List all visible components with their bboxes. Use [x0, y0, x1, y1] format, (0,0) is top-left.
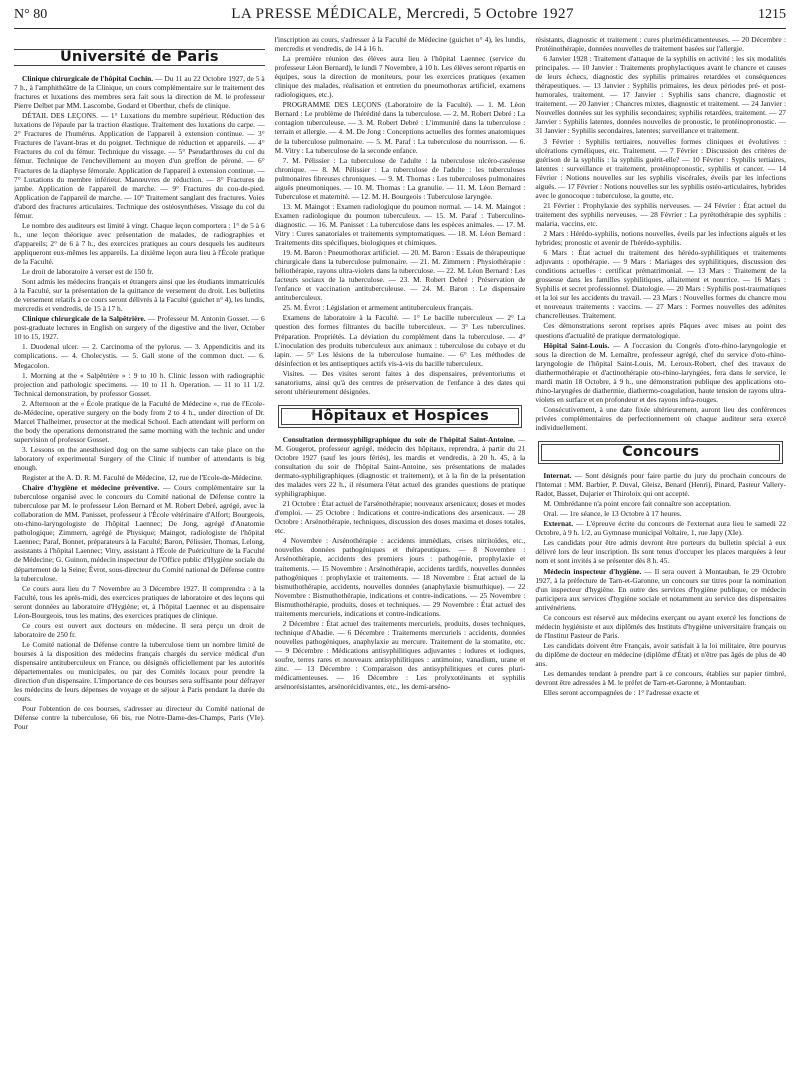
- issue-number: N° 80: [14, 7, 48, 22]
- section-title-concours: Concours: [541, 444, 780, 461]
- paragraph: Les candidats doivent être Français, avoir satisfait à la loi militaire, être pourvus du diplôme de docteur en médecine (diplôme d'État) et n'être pas âgés de plus de 40 ans.: [535, 640, 786, 668]
- page-number: 1215: [757, 7, 786, 22]
- paragraph: Elles seront accompagnées de : 1° l'adresse exacte et: [543, 688, 700, 698]
- paragraph: Le nombre des auditeurs est limité à vingt. Chaque leçon comportera : 1° de 5 à 6 h., une leçon théorique avec présentation de malades, de radiographies et d'appareils; 2° de 6 à 7 h., des exercices pratiques au cours desquels les auditeurs appliqueront eux-mêmes les appareils. La dixième leçon aura lieu à l'École pratique de la Faculté.: [14, 220, 265, 266]
- subsection-title: Clinique chirurgicale de l'hôpital Cochin.: [22, 74, 154, 84]
- paragraph: résistants, diagnostic et traitement : cures plurimédicamenteuses. — 20 Décembre : Protéinothérapie, données nouvelles de traitement basées sur l'allergie.: [535, 35, 786, 54]
- paragraph: 6 Mars : État actuel du traitement des hérédo-syphilitiques et traitements adjuvants : opothérapie. — 9 Mars : Mariages des syphilitiques, discussion des conditions actuelles : certificat prématrimonial. — 13 Mars : Traitement de la grossesse dans les familles syphilitiques, allaitement et nourrice. — 16 Mars : Syphilis et secret professionnel. Diatologie. — 20 Mars : Syphilis post-traumatiques et la loi sur les accidents du travail. — 23 Mars : Nouvelles formes du chancre mou et nouveaux traitements : vaccins. — 27 Mars : Formes nouvelles des adénites chancrelleuses. Traitement.: [535, 248, 786, 321]
- paragraph: 19. M. Baron : Pneumothorax artificiel. — 20. M. Baron : Essais de thérapeutique chirurgicale dans la tuberculose pulmonaire. — 21. M. Zimmern : Physiothérapie : héliothérapie, rayons ultra-violets dans la tuberculose. — 22. M. Léon Bernard : Les facteurs sociaux de la tuberculose. — 23. M. Robert Debré : Préservation de l'enfance et vaccination antituberculeuse. — 24. M. Baron : Le dispensaire antituberculeux.: [274, 248, 526, 303]
- paragraph: Le Comité national de Défense contre la tuberculose tient un nombre limité de bourses à la disposition des médecins français chargés du service médical d'un dispensaire antituberculeux en France, ou désignés officiellement par les autorités départementales ou municipales, ou par des Comités locaux pour prendre la direction d'un dispensaire. L'importance de ces bourses sera suffisante pour défrayer les médecins de leurs dépenses de voyage et de séjour à Paris pendant la durée du cours.: [14, 639, 265, 704]
- column-3: [535, 35, 786, 1079]
- paragraph-text: — M. Gougerot, professeur agrégé, médecin des hôpitaux, reprendra, à partir du 21 Octobre 1927 (sauf les jours fériés), les mardis et vendredis, à 20 h. 45, à la consultation du soir de l'hôpital Saint-Antoine, ses présentations de malades dermato-syphiligraphiques (diagnostic et traitement), et à la fin de la présentation des malades vers 22 h., il résumera l'état actuel des grandes questions de pratique syphiligraphique.: [274, 434, 526, 499]
- paragraph: 21 Février : Prophylaxie des syphilis nerveuses. — 24 Février : État actuel du traitement des syphilis nerveuses. — 28 Février : La pyrétothérapie des syphilis : malaria, vaccins, etc.: [535, 200, 786, 228]
- paragraph: 1. Duodenal ulcer. — 2. Carcinoma of the pylorus. — 3. Appendicitis and its complications. — 4. Cholecystis. — 5. Gall stone of the common duct. — 6. Megacolon.: [14, 342, 265, 370]
- paragraph: 4 Novembre : Arsénothérapie : accidents immédiats, crises nitritoïdes, etc., nouvelles données pathogéniques et thérapeutiques. — 8 Novembre : Arsénothérapie, accidents des premiers jours : pathogénie, prophylaxie et traitements. — 15 Novembre : Arsénothérapie, accidents tardifs, nouvelles données pathogéniques : prophylaxie et traitements. — 18 Novembre : État actuel de la bismuthothérapie, accidents, nouvelles données (anaphylaxie bismuthique). — 22 Novembre : Bismuthothérapie, indications et contre-indications. — 25 Novembre : Bismuthothérapie, produits, doses et techniques. — 29 Novembre : État actuel des traitements mercuriels, indications et contre-indications.: [274, 536, 526, 618]
- paragraph: Ce cours aura lieu du 7 Novembre au 3 Décembre 1927. Il comprendra : à la Faculté, tous les après-midi, des exercices pratiques de laboratoire et des leçons qui seront données au laboratoire d'Hygiène; et, à l'hôpital Laennec et au dispensaire Léon-Bourgeois, tous les matins, des exercices pratiques de clinique.: [14, 583, 265, 620]
- paragraph: [14, 74, 265, 110]
- paragraph: 2 Décembre : État actuel des traitements mercuriels, produits, doses techniques, technique d'Abadie. — 6 Décembre : Traitements mercuriels : accidents, données nouvelles pathogéniques, anaphylaxie au mercure. Traitement de la stomatite, etc. — 9 Décembre : Médications antisyphilitiques adjuvantes : iodures et iodiques, soufre, terres rares et nouveaux antisyphilitiques : antimoine, vanadium, urane et zinc. — 13 Décembre : Comparaison des antisyphilitiques et cures pluri-médicamenteuses. — 16 Décembre : Les prolyxotéinants et syphilis arsénorésistantes, arsénorécidivantes, etc., les demi-arséno-: [274, 618, 526, 692]
- paragraph: Consécutivement, à une date fixée ultérieurement, auront lieu des conférences privées complémentaires de perfectionnement où chaque auditeur sera exercé individuellement.: [535, 404, 786, 432]
- subsection-title: Hôpital Saint-Louis.: [543, 340, 610, 350]
- paragraph: Les demandes tendant à prendre part à ce concours, établies sur papier timbré, devront être adressées à M. le préfet de Tarn-et-Garonne, à Montauban.: [535, 669, 786, 688]
- paragraph: 13. M. Maingot : Examen radiologique du poumon normal. — 14. M. Maingot : Examen radiologique du poumon tuberculeux. — 15. M. Paraf : Tuberculino-diagnostic. — 16. M. Panisset : La tuberculose dans les espèces animales. — 17. M. Vitry : Cures sanatoriales et traitements symptomatiques. — 18. M. Léon Bernard : Traitements dits spécifiques, biologiques et chimiques.: [274, 201, 526, 248]
- columns: [14, 35, 786, 1079]
- subsection-title: Internat.: [543, 471, 572, 481]
- paragraph: 2. Afternoon at the « École pratique de la Faculté de Médecine », rue de l'Ecole-de-Médecine, operative surgery on the body from 2 to 4 h., under direction of Dr. Marcel Thalheimer, prosector at the medical School. Each attendant will perform on the body the operations demonstrated the same morning with the technic and under supervision of professor Gosset.: [14, 398, 265, 444]
- paragraph-text: — L'épreuve écrite du concours de l'externat aura lieu le samedi 22 Octobre, à 9 h. 1/2, au Gymnase municipal Voltaire, 1, rue Japy (XIe).: [535, 519, 786, 538]
- subsection-title: Chaire d'hygiène et médecine préventive.: [22, 483, 160, 493]
- paragraph: 3 Février : Syphilis tertiaires, nouvelles formes cliniques et évolutives : ulcérations cyméliques, etc. Traitement. — 7 Février : Discussion des critères de guérison de la syphilis : la syphilis guérit-elle? — 10 Février : Syphilis tertiaires, latentes : surveillance et traitement, protéinopronostic, syphilis et cancer. — 14 Février : Notions nouvelles sur les syphilis viscérales, éveils par les infections aiguës. — 17 Février : Notions nouvelles sur les syphilis ostéo-articulaires, hybrides avec le gonocoque : tuberculose, la goutte, etc.: [535, 136, 786, 200]
- paragraph-text: — Professeur M. Antonin Gosset. — 6 post-graduate lectures in English on surgery of the digestive and the liver, October 10 to 15, 1927.: [14, 314, 265, 342]
- paragraph: M. Ombrédanne n'a point encore fait connaître son acceptation.: [543, 499, 732, 509]
- paragraph: 25. M. Évrot : Législation et armement antituberculeux français.: [282, 303, 473, 313]
- page-header: [14, 6, 786, 29]
- paragraph: PROGRAMME DES LEÇONS (Laboratoire de la Faculté). — 1. M. Léon Bernard : Le problème de l'hérédité dans la tuberculose. — 2. M. Robert Debré : La contagion tuberculeuse. — 3. M. Robert Debré : L'immunité dans la tuberculose : terrain et allergie. — 4. M. De Jong : Conceptions actuelles des formes anatomiques de la tuberculose pulmonaire. — 5. M. Paraf : La tuberculose du nourrisson. — 6. M. Vitry : La tuberculose de la seconde enfance.: [274, 100, 526, 155]
- section-title-universite: Université de Paris: [14, 49, 265, 66]
- paragraph: Sont admis les médecins français et étrangers ainsi que les étudiants immatriculés à la Faculté, sur la présentation de la quittance de versement du droit. Les bulletins de versement relatifs à ce cours seront délivrés à la Faculté (guichet n° 4), les lundis, mercredis et vendredis, de 15 à 17 h.: [14, 277, 265, 314]
- paragraph: Ce cours est ouvert aux docteurs en médecine. Il sera perçu un droit de laboratoire de 250 fr.: [14, 620, 265, 639]
- paragraph-text: — Cours complémentaire sur la tuberculose organisé avec le concours du Comité national de Défense contre la tuberculose par M. le professeur Léon Bernard et M. Robert Debré, agrégé, avec la collaboration de MM. Panisset, professeur à l'École vétérinaire d'Alfort; Bourgeois, oto-rhino-laryngologiste de l'hôpital Laennec; De Jong, agrégé d'Anatomie pathologique; Zimmern, agrégé de Physique; Maingot, radiologiste de l'hôpital Laennec; Paraf, Bonnet, préparateurs à la Faculté; Baron, Pélissier, Thomas, Lelong, assistants à l'hôpital Laennec; Vitry, assistant à l'École de Puériculture de la Faculté de Médecine; G. Guinon, médecin inspecteur de l'Office public d'Hygiène sociale du département de la Seine; Évrot, sous-directeur du Comité national de Défense contre la tuberculose.: [14, 483, 265, 583]
- paragraph: [14, 483, 265, 583]
- paragraph: [535, 567, 786, 612]
- paragraph: Visites. — Des visites seront faites à des dispensaires, préventoriums et sanatoriums, ainsi qu'à des centres de préservation de l'enfance à des dates qui seront ultérieurement désignées.: [274, 368, 526, 396]
- paragraph-text: — A l'occasion du Congrès d'oto-rhino-laryngologie et sous la direction de M. Lemaître, professeur agrégé, chef du service d'oto-rhino-laryngologie de l'hôpital Saint-Louis, M. Leroux-Robert, chef des travaux de diathermothérapie et d'actinothérapie oto-rhino-laryngées, fera dans le service, le mardi matin 18 Octobre, à 9 h., une démonstration publique des applications oto-rhino-laryngées de diathermie, diathermo-coagulation, haute tension de rayons ultra-violets en surface et en profondeur et des rayons infra-rouges.: [535, 340, 786, 404]
- publication-title: LA PRESSE MÉDICALE, Mercredi, 5 Octobre 1927: [231, 6, 574, 22]
- subsection-title: Médecin inspecteur d'hygiène.: [543, 566, 642, 576]
- paragraph-text: — Il sera ouvert à Montauban, le 29 Octobre 1927, à la préfecture de Tarn-et-Garonne, un concours sur titres pour la nomination d'un inspecteur d'hygiène. En outre des services d'hygiène publique, ce médecin participera aux services d'hygiène sociale et notamment au service des dispensaires antivénériens.: [535, 566, 786, 612]
- paragraph: Ces démonstrations seront reprises après Pâques avec mises au point des questions d'actualité de pratique dermatologique.: [535, 321, 786, 340]
- paragraph: Ce concours est réservé aux médecins exerçant ou ayant exercé les fonctions de médecin hygiéniste et aux diplômés des Instituts d'hygiène universitaire français ou de l'Institut Pasteur de Paris.: [535, 612, 786, 640]
- paragraph: Examens de laboratoire à la Faculté. — 1° Le bacille tuberculeux — 2° La question des formes filtrantes du bacille tuberculeux. — 3° Les tuberculines. Préparation. Propriétés. La déviation du complément dans la tuberculose. — 4° L'inoculation des produits tuberculeux aux animaux : tuberculose du cobaye et du lapin. — 5° Les lésions de la tuberculose humaine. — 6° Les méthodes de désinfection et les antiseptiques actifs vis-à-vis du bacille tuberculeux.: [274, 313, 526, 368]
- paragraph-text: — Sont désignés pour faire partie du jury du prochain concours de l'Internat : MM. Barbier, P. Duval, Gleisz, Benard (Henri), Pinard, Pasteur Vallery-Radot, Basset, Dujarier et Thiroloix qui ont accepté.: [535, 471, 786, 499]
- paragraph: [275, 435, 526, 498]
- paragraph: 2 Mars : Hérédo-syphilis, notions nouvelles, éveils par les infections aiguës et les hybrides; pronostic et avenir de l'hérédo-syphilis.: [535, 228, 786, 248]
- paragraph: Le droit de laboratoire à verser est de 150 fr.: [22, 267, 154, 277]
- section-title-hopitaux: Hôpitaux et Hospices: [281, 408, 520, 425]
- subsection-title: Consultation dermosyphiligraphique du soir de l'hôpital Saint-Antoine.: [282, 434, 515, 444]
- paragraph-text: — Du 11 au 22 Octobre 1927, de 5 à 7 h., à l'amphithéâtre de la Clinique, un cours complémentaire sur le traitement des fractures et luxations des membres sera fait sous la direction de M. le professeur Pierre Delbet par MM. Lascombe, Godard et Oberthur, chefs de clinique.: [14, 74, 265, 111]
- paragraph: La première réunion des élèves aura lieu à l'hôpital Laennec (service du professeur Léon Bernard), le lundi 7 Novembre, à 10 h. Les élèves seront répartis en équipes, sous la direction de moniteurs, pour les exercices pratiques (examen clinique des malades, réalisation et entretien du pneumothorax artificiel, examens radiologiques, etc.).: [274, 54, 526, 100]
- paragraph: l'inscription au cours, s'adresser à la Faculté de Médecine (guichet n° 4), les lundis, mercredis et vendredis, de 14 à 16 h.: [274, 35, 526, 54]
- paragraph: DÉTAIL DES LEÇONS. — 1° Luxations du membre supérieur. Réduction des luxations de l'épaule par la traction élastique. Traitement des luxations du carpe. — 2° Fractures de l'humérus. Application de l'appareil à extension continue. — 3° Fractures de l'avant-bras et du poignet. Technique de réduction et appareils. — 4° Fractures du col du fémur. Technique du vissage. — 5° Pseudarthroses du col du fémur. Technique de l'enchevillement au moyen d'un greffon de péroné. — 6° Fractures de la diaphyse fémorale. Application de l'appareil à extension continue. — 7° Luxations du membre inférieur. Manœuvres de réduction. — 8° Fractures de jambe. Application de l'appareil de marche. — 9° Fractures du cou-de-pied. Application de l'appareil de marche. — 10° Traitement sanglant des fractures. Voies d'abord des fractures articulaires. Technique des ostéosynthèses. Vissage du col du fémur.: [14, 111, 265, 220]
- paragraph: [535, 519, 786, 537]
- paragraph: [535, 341, 786, 404]
- paragraph: Pour l'obtention de ces bourses, s'adresser au directeur du Comité national de Défense contre la tuberculose, 66 bis, rue Notre-Dame-des-Champs, Paris (VIe). Pour: [14, 704, 265, 732]
- paragraph: Register at the A. D. R. M. Faculté de Médecine, 12, rue de l'Ecole-de-Médecine.: [22, 473, 263, 483]
- paragraph: Les candidats pour être admis devront être porteurs du bulletin spécial à eux délivré lors de leur inscription. Ils sont tenus d'occuper les places marquées à leur nom et sont invités à se présenter dès 8 h. 45.: [535, 538, 786, 566]
- subsection-title: Externat.: [543, 519, 574, 529]
- paragraph: 7. M. Pélissier : La tuberculose de l'adulte : la tuberculose ulcéro-caséeuse chronique. — 8. M. Pélissier : La tuberculose de l'adulte : les tuberculoses pulmonaires fibreuses chroniques. — 9. M. Thomas : Les tuberculoses pulmonaires aiguës pneumoniques. — 10. M. Thomas : La granulie. — 11. M. Léon Bernard : Tuberculose et maternité. — 12. M. H. Bourgeois : Tuberculose laryngée.: [274, 155, 526, 201]
- column-2: [275, 35, 526, 1079]
- paragraph: 21 Octobre : État actuel de l'arsénothérapie; nouveaux arsenicaux; doses et modes d'emploi. — 25 Octobre : Indications et contre-indications des arsenicaux. — 28 Octobre : Arsénothérapie, techniques, discussion des doses maxima et doses totales, etc.: [274, 499, 526, 536]
- column-1: [14, 35, 265, 1079]
- paragraph: 1. Morning at the « Salpêtrière » : 9 to 10 h. Clinic lesson with radiographic projection and pathologic specimens. — 10 to 11 h. Operation. — 11 to 11 1/2. Technical demonstration, by professor Gosset.: [14, 370, 265, 398]
- paragraph: 6 Janvier 1928 : Traitement d'attaque de la syphilis en activité : les six modalités principales. — 10 Janvier : Traitements prophylactiques avant le chancre et causes de leurs échecs, diagnostic des syphilis primaires retardées et conséquences thérapeutiques. — 13 Janvier : Syphilis primaires, les deux périodes pré- et post-humorales, traitement. — 17 Janvier : Syphilis sans chancre, diagnostic et traitement. — 20 Janvier : Chancres mixtes, diagnostic et traitement. — 24 Janvier : Nouvelles données sur les syphilis secondaires; syphilis retardées, traitement. — 27 Janvier : Syphilis latentes, données nouvelles de pronostic, le protéinopronostic. — 31 Janvier : Syphilis secondaires, latentes; surveillance et traitement.: [535, 54, 786, 136]
- subsection-title: Clinique chirurgicale de la Salpêtrière.: [22, 314, 146, 324]
- paragraph: 3. Lessons on the anesthesied dog on the same subjects can take place on the laboratory of experimental Surgery of the Clinic if number of attendants is big enough.: [14, 444, 265, 473]
- paragraph: Oral. — 1re séance, le 13 Octobre à 17 heures.: [543, 509, 682, 519]
- paragraph: [14, 314, 265, 341]
- paragraph: [535, 471, 786, 498]
